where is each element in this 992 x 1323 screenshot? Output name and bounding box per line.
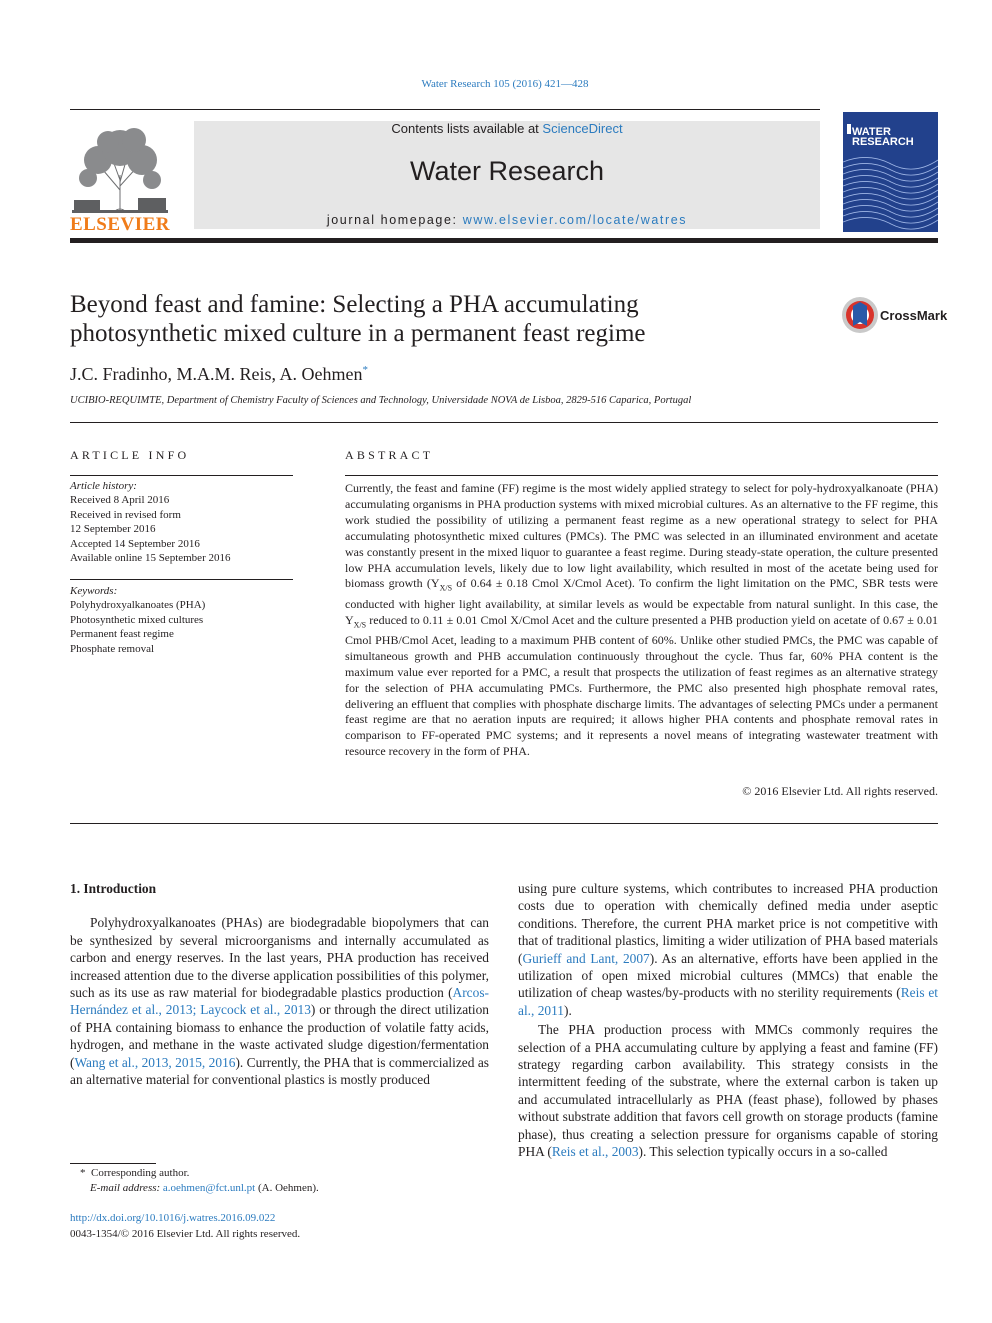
footnote-mark: * (80, 1167, 86, 1179)
article-title-line2: photosynthetic mixed culture in a permanent feast regime (70, 320, 646, 347)
header-thick-rule (70, 238, 938, 243)
keyword-item: Polyhydroxyalkanoates (PHA) (70, 599, 206, 612)
paragraph-text: Polyhydroxyalkanoates (PHAs) are biodegradable biopolymers that can be synthesized by several microorganisms and internally accumulated as carbon and energy reserves. In the last years, PHA production has received increased attention due to the diverse application possibilities of this polymer, such as its use as raw material for biodegradable plastics production ( (70, 915, 489, 1001)
abstract-rule (345, 475, 938, 476)
header-rule (70, 109, 820, 110)
abstract-subscript: X/S (439, 583, 453, 593)
intro-paragraph (518, 1021, 938, 1160)
homepage-link[interactable]: www.elsevier.com/locate/watres (462, 213, 688, 227)
reference-link[interactable]: Reis et al., 2011 (518, 985, 938, 1018)
abstract-part2: of 0.64 ± 0.18 Cmol X/Cmol Acet). To confirm the light limitation on the PMC, SBR tests were conducted with higher light availability, at similar levels as would be expectable from natural sunlight. In this case, the Y (345, 576, 938, 627)
footnote-rule (70, 1163, 156, 1164)
email-link[interactable]: a.oehmen@fct.unl.pt (162, 1182, 256, 1194)
cover-title-line2: RESEARCH (852, 136, 914, 148)
paragraph-text: ) or through the direct utilization of PHA containing biomass to enhance the production of volatile fatty acids, hydrogen, and methane in the waste activated sludge digestion/fermentation ( (70, 1002, 489, 1070)
footnote-text: Corresponding author. (91, 1167, 190, 1179)
intro-paragraph (518, 880, 938, 1019)
intro-paragraph (70, 914, 489, 1088)
history-item: Received 8 April 2016 (70, 494, 170, 507)
paragraph-text: The PHA production process with MMCs commonly requires the selection of a PHA accumulating culture by applying a feast and famine (FF) strategy regarding carbon availability. This strategy consists in the intermittent feeding of the substrate, where the external carbon is taken up and accumulated intracellularly as PHA (feast phase), followed by phases without substrate addition that favors cell growth on storage products (famine phase), thus creating a selection pressure for organisms capable of storing PHA ( (518, 1022, 938, 1160)
article-title (70, 290, 790, 348)
keywords-label: Keywords: (70, 585, 118, 597)
doi-link[interactable]: http://dx.doi.org/10.1016/j.watres.2016.09.022 (70, 1212, 276, 1224)
issn-line: 0043-1354/© 2016 Elsevier Ltd. All rights reserved. (70, 1227, 301, 1240)
keyword-item: Phosphate removal (70, 642, 155, 655)
abstract-subscript: X/S (353, 620, 367, 630)
doi-block (70, 1211, 300, 1242)
elsevier-wordmark: ELSEVIER (69, 214, 171, 235)
history-item: Received in revised form (70, 508, 181, 521)
article-title-line1: Beyond feast and famine: Selecting a PHA accumulating (70, 291, 639, 318)
author-list (70, 364, 368, 385)
email-suffix: (A. Oehmen). (255, 1182, 319, 1194)
abstract-end-rule (70, 823, 938, 824)
journal-title: Water Research (409, 156, 605, 186)
contents-prefix: Contents lists available at (391, 121, 543, 136)
section-heading-introduction: 1. Introduction (70, 881, 157, 896)
reference-link[interactable]: Gurieff and Lant, 2007 (522, 950, 650, 966)
paragraph-text: ). This selection typically occurs in a so-called (638, 1144, 888, 1160)
authors-names: J.C. Fradinho, M.A.M. Reis, A. Oehmen (70, 364, 363, 384)
paragraph-text: ). (564, 1002, 572, 1018)
history-label: Article history: (70, 480, 137, 492)
keywords-rule (70, 579, 293, 580)
email-label: E-mail address: (90, 1182, 163, 1194)
footnote-corresponding (70, 1166, 319, 1181)
footnote-email (70, 1181, 319, 1196)
cover-title-line1: WATER (852, 126, 891, 138)
article-info-rule (70, 475, 293, 476)
history-item: Accepted 14 September 2016 (70, 537, 200, 550)
contents-line (194, 121, 820, 136)
abstract-part1: Currently, the feast and famine (FF) regime is the most widely applied strategy to select for poly-hydroxyalkanoate (PHA) accumulating organisms in PHA production systems with mixed microbial cultures. As an alternative to the FF regime, this work studied the possibility of utilizing a permanent feast regime as a new operational strategy to select for PHA accumulating photosynthetic mixed cultures (PMCs). The PMC was selected in an illuminated environment and acetate was constantly present in the mixed liquor to guarantee a feast regime. During steady-state operation, the culture presented low PHA accumulation levels, likely due to low light availability, which resulted in most of the acetate being used for biomass growth (Y (345, 481, 938, 591)
crossmark-icon[interactable] (841, 296, 879, 334)
cover-title (852, 127, 914, 147)
keyword-item: Photosynthetic mixed cultures (70, 613, 204, 626)
body-column-left (70, 880, 489, 1088)
crossmark-label[interactable]: CrossMark (880, 308, 948, 323)
title-rule (70, 422, 938, 423)
reference-link[interactable]: Wang et al., 2013, 2015, 2016 (74, 1054, 236, 1070)
body-column-right (518, 880, 938, 1161)
homepage-prefix: journal homepage: (326, 213, 463, 227)
history-item: 12 September 2016 (70, 523, 156, 536)
history-item: Available online 15 September 2016 (70, 552, 231, 565)
abstract-part3: reduced to 0.11 ± 0.01 Cmol X/Cmol Acet and the culture presented a PHB production yield on acetate of 0.67 ± 0.01 Cmol PHB/Cmol Acet, leading to a maximum PHB content of 60%. Unlike other studied PMCs, the PMC was capable of simultaneous growth and PHB accumulation continuously throughout the cycle. Thus far, 60% PHA content is the maximum value ever reported for a PMC, a result that prospects the utilization of feast regimes as an alternative strategy for the selection of PHA accumulating PMCs. Furthermore, the PMC also presented high phosphate removal rates, delivering an effluent that complies with phosphate discharge limits. The advantages of selecting PMCs under a permanent feast regime are that no aeration inputs are required; it allows higher PHA contents and phosphate removal rates in comparison to FF-operated PMC systems; and it represents a novel means of integrating wastewater treatment with resource recovery in the form of PHA. (345, 612, 938, 759)
sciencedirect-link[interactable]: ScienceDirect (542, 121, 623, 136)
abstract-copyright: © 2016 Elsevier Ltd. All rights reserved. (742, 784, 938, 798)
article-info-heading: ARTICLE INFO (70, 448, 190, 462)
keywords-list (70, 584, 205, 656)
author-affiliation: UCIBIO-REQUIMTE, Department of Chemistry Faculty of Sciences and Technology, Universidade NOVA de Lisboa, 2829-516 Caparica, Portugal (70, 395, 692, 406)
abstract-text (345, 481, 938, 760)
paragraph-text: ). As an alternative, efforts have been applied in the utilization of open mixed microbial cultures (MMCs) that enable the utilization of cheap wastes/by-products with no sterility requirements ( (518, 950, 938, 1001)
paragraph-text: ). Currently, the PHA that is commercialized as an alternative material for conventional plastics is mostly produced (70, 1054, 489, 1088)
footnote (70, 1166, 319, 1196)
abstract-heading: ABSTRACT (345, 448, 434, 462)
reference-link[interactable]: Arcos-Hernández et al., 2013; Laycock et al., 2013 (70, 985, 489, 1018)
homepage-line (194, 213, 820, 227)
journal-citation-link[interactable]: Water Research 105 (2016) 421—428 (421, 78, 589, 90)
article-history (70, 479, 230, 565)
keyword-item: Permanent feast regime (70, 628, 174, 641)
corresponding-author-mark[interactable]: * (362, 364, 368, 376)
paragraph-text: using pure culture systems, which contributes to increased PHA production costs due to operation with chemically defined media under aseptic conditions. Therefore, the current PHA market price is not competitive with that of traditional plastics, limiting a wider utilization of PHA based materials ( (518, 881, 938, 966)
reference-link[interactable]: Reis et al., 2003 (551, 1144, 639, 1160)
